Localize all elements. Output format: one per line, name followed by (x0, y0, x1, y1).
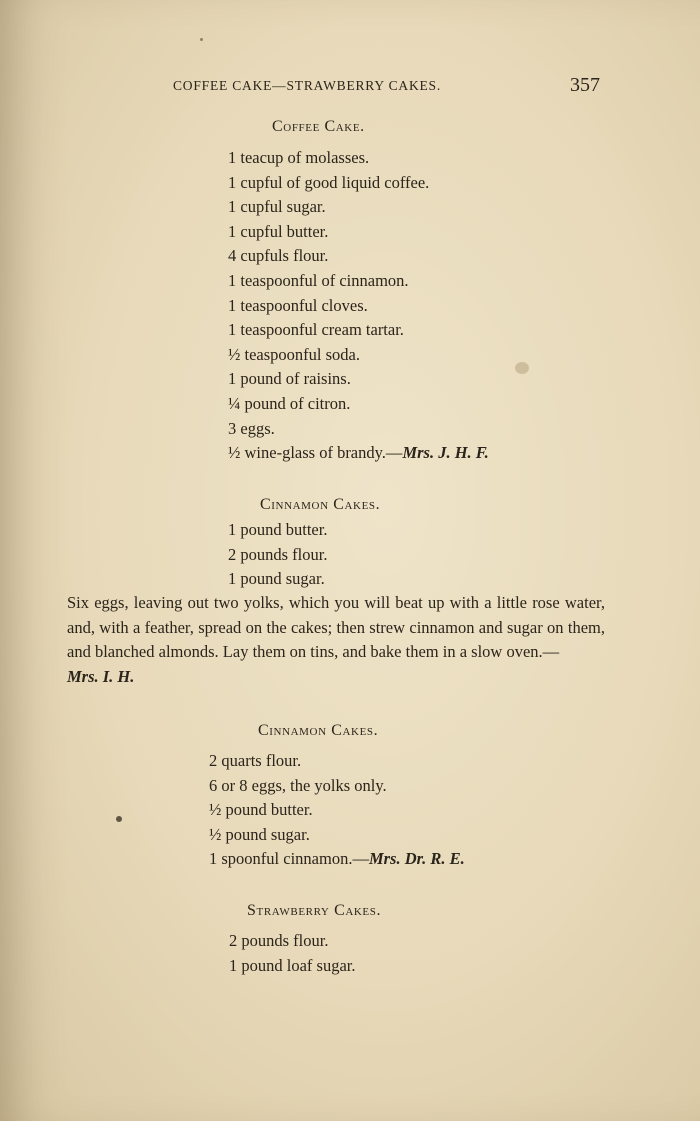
page-number: 357 (570, 74, 600, 96)
list-item: 3 eggs. (228, 418, 275, 438)
list-item: ½ pound butter. (209, 800, 313, 820)
item-text: 1 spoonful cinnamon.— (209, 849, 369, 869)
list-item: 1 teaspoonful of cinnamon. (228, 270, 409, 290)
list-item: 1 teaspoonful cream tartar. (228, 320, 404, 340)
list-item: 2 pounds flour. (228, 544, 328, 564)
paper-stain (515, 362, 529, 374)
list-item: 1 pound of raisins. (228, 369, 351, 389)
ingredient-list-cinnamon-cakes (228, 518, 327, 592)
item-text: ½ wine-glass of brandy.— (228, 443, 403, 463)
ingredient-list-strawberry-cakes (229, 929, 355, 978)
section-title-strawberry-cakes: Strawberry Cakes. (247, 902, 382, 919)
list-item: 6 or 8 eggs, the yolks only. (209, 775, 387, 795)
attribution: Mrs. J. H. F. (402, 443, 489, 463)
list-item (228, 441, 489, 466)
attribution: Mrs. I. H. (67, 666, 135, 686)
list-item (209, 847, 465, 872)
page-header (0, 74, 700, 102)
running-head: COFFEE CAKE—STRAWBERRY CAKES. (173, 78, 442, 93)
list-item: 1 pound sugar. (228, 569, 325, 589)
list-item: 1 pound butter. (228, 520, 328, 539)
paragraph-text: Six eggs, leaving out two yolks, which you will beat up with a little rose water, and, with a feather, spread on the cakes; then strew cinnamon and sugar on them, and blanched almonds. Lay them on tins, and bake them in a slow oven.— (67, 593, 605, 662)
list-item: 2 pounds flour. (229, 931, 329, 950)
recipe-paragraph (67, 591, 605, 689)
list-item: 1 teaspoonful cloves. (228, 295, 368, 315)
list-item: ¼ pound of citron. (228, 393, 351, 413)
list-item: 1 cupful of good liquid coffee. (228, 172, 430, 192)
list-item: ½ pound sugar. (209, 824, 310, 844)
ingredient-list-cinnamon-cakes-2 (209, 749, 465, 872)
ink-spot (116, 816, 122, 822)
ingredient-list-coffee-cake (228, 146, 489, 466)
list-item: 2 quarts flour. (209, 751, 302, 770)
section-title-cinnamon-cakes: Cinnamon Cakes. (260, 496, 381, 513)
section-title-cinnamon-cakes-2: Cinnamon Cakes. (258, 722, 379, 739)
list-item: ½ teaspoonful soda. (228, 344, 360, 364)
section-title-coffee-cake: Coffee Cake. (272, 118, 365, 135)
list-item: 1 cupful sugar. (228, 197, 326, 217)
paper-speck (200, 38, 203, 41)
list-item: 1 teacup of molasses. (228, 148, 370, 167)
list-item: 1 cupful butter. (228, 221, 329, 241)
attribution: Mrs. Dr. R. E. (368, 849, 465, 869)
list-item: 1 pound loaf sugar. (229, 955, 356, 975)
list-item: 4 cupfuls flour. (228, 246, 329, 266)
